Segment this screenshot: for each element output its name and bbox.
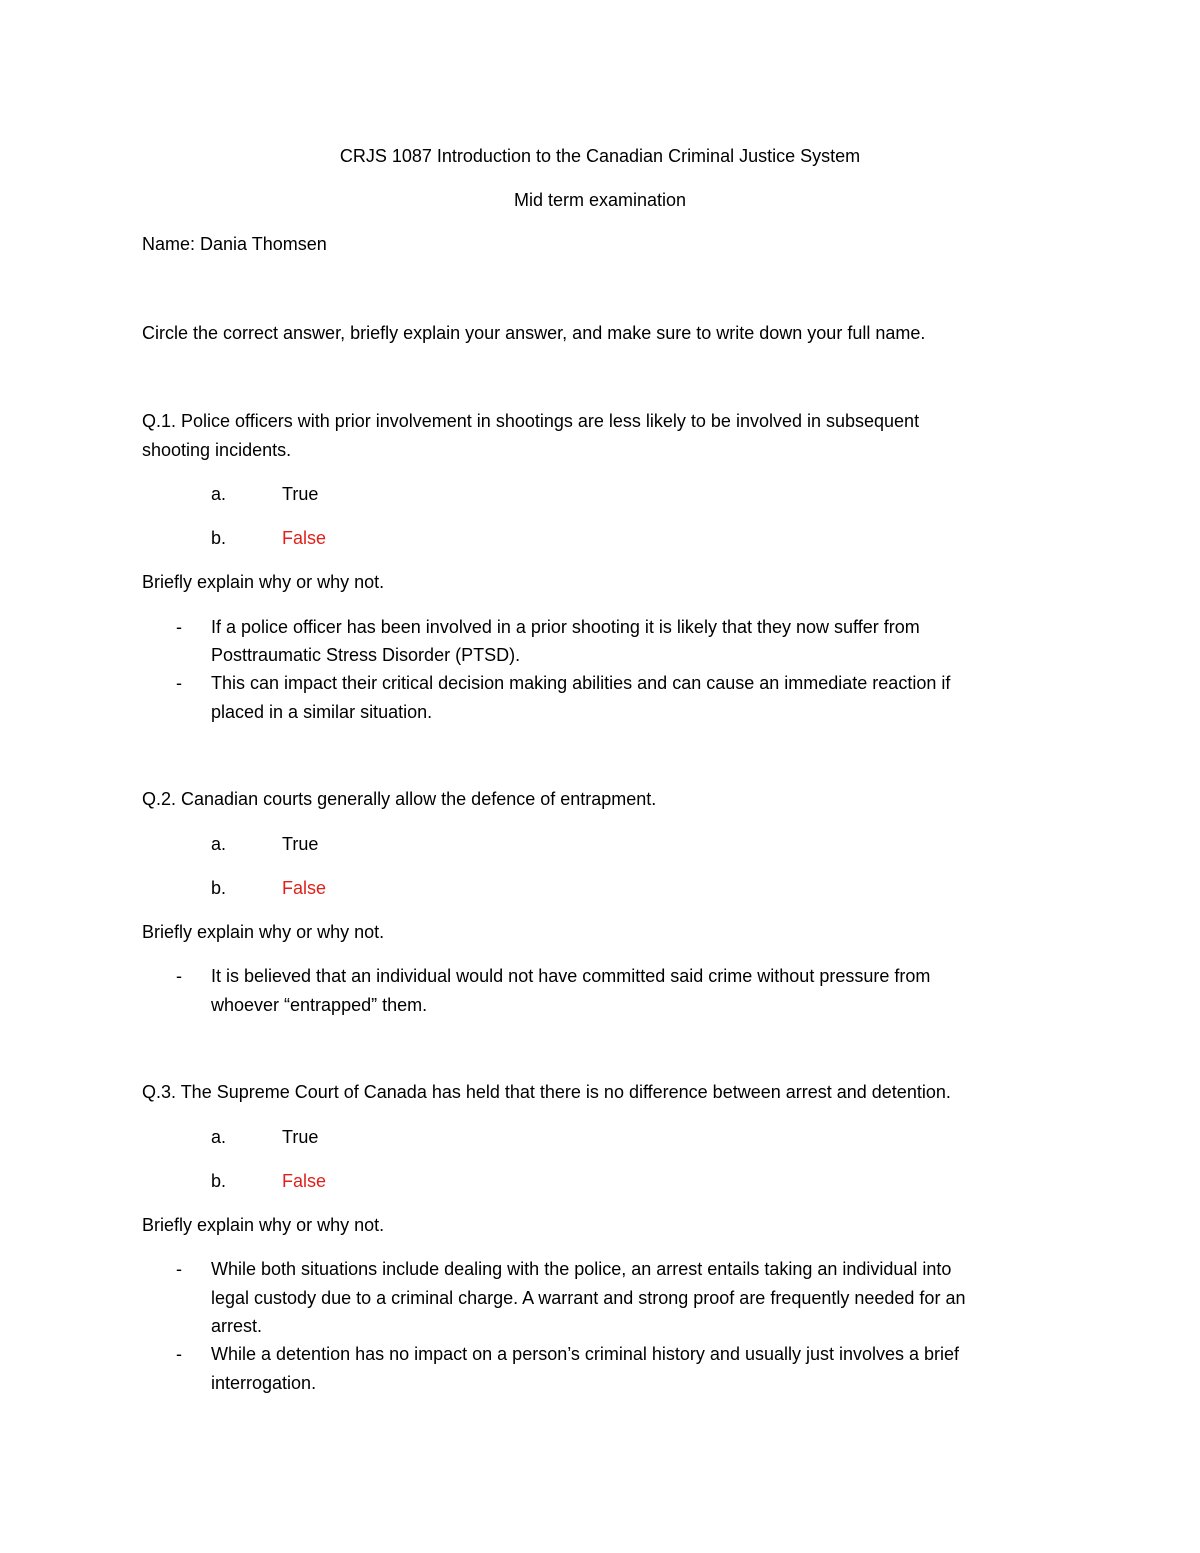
option-true: True <box>282 1127 319 1147</box>
explanation-line: interrogation. <box>211 1373 317 1393</box>
bullet-dash: - <box>176 673 182 693</box>
explain-prompt: Briefly explain why or why not. <box>142 1215 385 1235</box>
explanation-line: While both situations include dealing with the police, an arrest entails taking an individual into <box>211 1259 952 1279</box>
option-false-selected: False <box>282 1171 327 1191</box>
bullet-dash: - <box>176 1344 182 1364</box>
question-text-line: shooting incidents. <box>142 440 292 460</box>
document-title: CRJS 1087 Introduction to the Canadian Criminal Justice System <box>339 146 861 166</box>
bullet-dash: - <box>176 1259 182 1279</box>
explanation-line: Posttraumatic Stress Disorder (PTSD). <box>211 645 521 665</box>
explanation-line: If a police officer has been involved in a prior shooting it is likely that they now suffer from <box>211 617 920 637</box>
option-true: True <box>282 484 319 504</box>
student-name: Name: Dania Thomsen <box>142 234 327 254</box>
option-letter: a. <box>211 1127 227 1147</box>
option-letter: b. <box>211 878 227 898</box>
explanation-line: placed in a similar situation. <box>211 702 433 722</box>
option-false-selected: False <box>282 528 327 548</box>
document-subtitle: Mid term examination <box>513 190 687 210</box>
explain-prompt: Briefly explain why or why not. <box>142 572 385 592</box>
explain-prompt: Briefly explain why or why not. <box>142 922 385 942</box>
option-false-selected: False <box>282 878 327 898</box>
option-letter: b. <box>211 528 227 548</box>
question-text-line: Q.1. Police officers with prior involvement in shootings are less likely to be involved in subsequent <box>142 411 920 431</box>
option-letter: a. <box>211 484 227 504</box>
explanation-line: While a detention has no impact on a person’s criminal history and usually just involves a brief <box>211 1344 960 1364</box>
explanation-line: legal custody due to a criminal charge. A warrant and strong proof are frequently needed for an <box>211 1288 966 1308</box>
instructions: Circle the correct answer, briefly explain your answer, and make sure to write down your full name. <box>142 323 926 343</box>
option-true: True <box>282 834 319 854</box>
explanation-line: arrest. <box>211 1316 263 1336</box>
explanation-line: It is believed that an individual would not have committed said crime without pressure from <box>211 966 931 986</box>
bullet-dash: - <box>176 966 182 986</box>
bullet-dash: - <box>176 617 182 637</box>
option-letter: a. <box>211 834 227 854</box>
question-text-line: Q.2. Canadian courts generally allow the defence of entrapment. <box>142 789 657 809</box>
option-letter: b. <box>211 1171 227 1191</box>
explanation-line: This can impact their critical decision making abilities and can cause an immediate reaction if <box>211 673 951 693</box>
explanation-line: whoever “entrapped” them. <box>211 995 428 1015</box>
question-text-line: Q.3. The Supreme Court of Canada has held that there is no difference between arrest and detention. <box>142 1082 951 1102</box>
